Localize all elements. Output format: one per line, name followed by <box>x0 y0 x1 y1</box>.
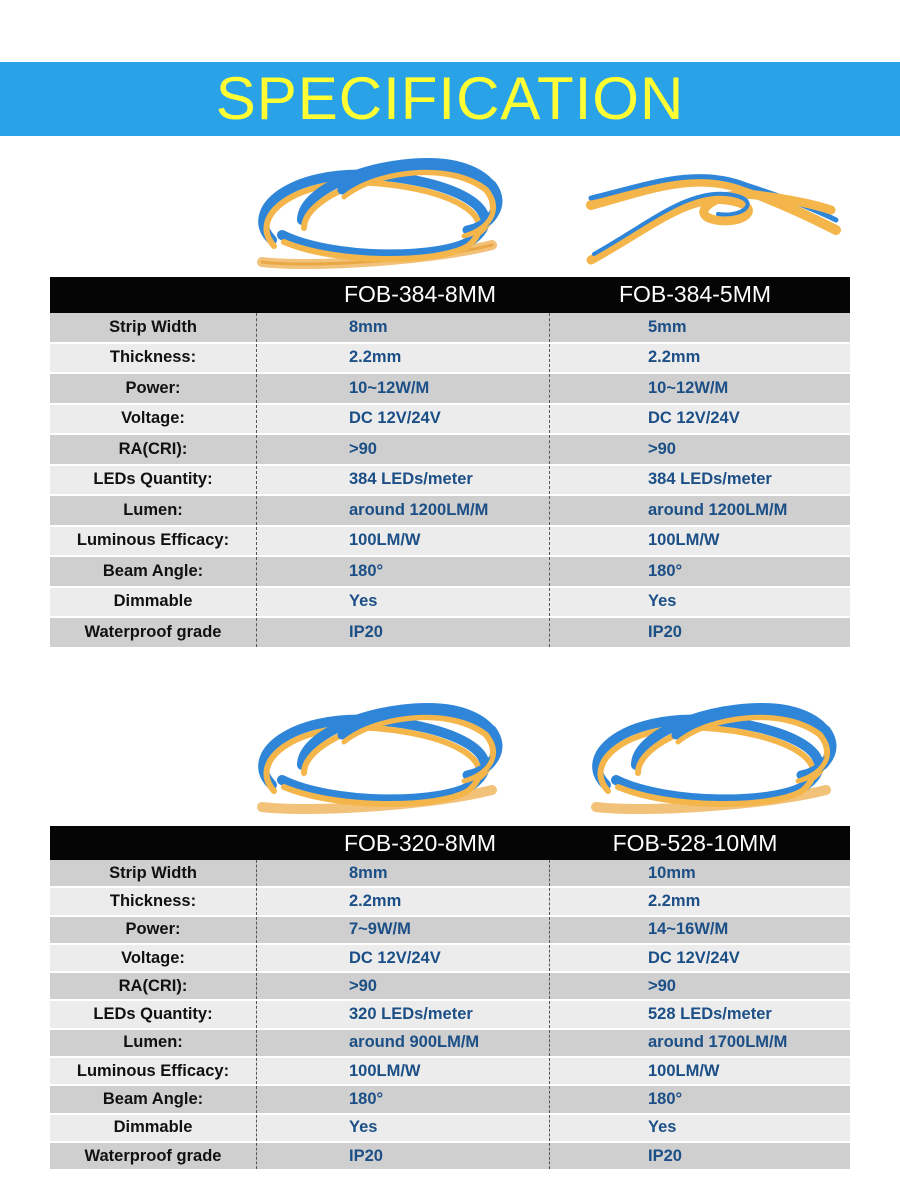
spec-value: 384 LEDs/meter <box>648 470 772 489</box>
spec-value: DC 12V/24V <box>648 409 740 428</box>
spec-value: 528 LEDs/meter <box>648 1005 772 1024</box>
table-row <box>50 618 850 649</box>
spec-value: Yes <box>257 588 550 617</box>
spec-value: IP20 <box>257 618 550 647</box>
table-row <box>50 1030 850 1058</box>
table-row <box>50 405 850 436</box>
table-row <box>50 1058 850 1086</box>
spec-value: 8mm <box>257 313 550 342</box>
spec-label: Thickness: <box>50 344 257 373</box>
spec-label: Luminous Efficacy: <box>50 527 257 556</box>
table-row <box>50 1143 850 1171</box>
spec-label: Voltage: <box>50 405 257 434</box>
spec-table-2 <box>50 826 850 1171</box>
spec-table-header <box>50 277 850 313</box>
spec-value: 180° <box>257 1086 550 1112</box>
table-row <box>50 344 850 375</box>
spec-label: Luminous Efficacy: <box>50 1058 257 1084</box>
spec-value: 10~12W/M <box>648 378 729 397</box>
table-row <box>50 917 850 945</box>
spec-value: 100LM/W <box>257 527 550 556</box>
spec-label: Waterproof grade <box>50 618 257 647</box>
table-row <box>50 527 850 558</box>
spec-label: Waterproof grade <box>50 1143 257 1169</box>
table-row <box>50 313 850 344</box>
spec-value: DC 12V/24V <box>257 405 550 434</box>
spec-label: Dimmable <box>50 588 257 617</box>
spec-value: >90 <box>257 973 550 999</box>
table-row <box>50 435 850 466</box>
spec-value: DC 12V/24V <box>648 948 740 967</box>
spec-value: Yes <box>648 592 677 611</box>
spec-label: LEDs Quantity: <box>50 466 257 495</box>
spec-value: IP20 <box>648 622 682 641</box>
spec-value: 2.2mm <box>648 348 701 367</box>
spec-label: LEDs Quantity: <box>50 1001 257 1027</box>
spec-value: Yes <box>648 1118 677 1137</box>
spec-value: 14~16W/M <box>648 920 729 939</box>
spec-value: >90 <box>648 976 676 995</box>
spec-value: 2.2mm <box>648 891 701 910</box>
table-row <box>50 1001 850 1029</box>
spec-value: IP20 <box>648 1146 682 1165</box>
spec-value: 7~9W/M <box>257 917 550 943</box>
spec-label: Strip Width <box>50 860 257 886</box>
spec-value: DC 12V/24V <box>257 945 550 971</box>
table-row <box>50 374 850 405</box>
spec-value: 100LM/W <box>648 531 720 550</box>
spec-label: Beam Angle: <box>50 1086 257 1112</box>
spec-value: 100LM/W <box>257 1058 550 1084</box>
table-row <box>50 973 850 1001</box>
spec-value: 320 LEDs/meter <box>257 1001 550 1027</box>
spec-value: around 1200LM/M <box>257 496 550 525</box>
spec-label: Lumen: <box>50 1030 257 1056</box>
model-name: FOB-528-10MM <box>612 830 778 856</box>
table-row <box>50 945 850 973</box>
spec-label: RA(CRI): <box>50 435 257 464</box>
spec-label: Lumen: <box>50 496 257 525</box>
table-row <box>50 588 850 619</box>
spec-label: Beam Angle: <box>50 557 257 586</box>
led-strip-coil-image <box>252 695 512 815</box>
spec-value: around 1200LM/M <box>648 500 788 519</box>
led-strip-coil-image <box>252 150 512 270</box>
spec-value: >90 <box>648 439 676 458</box>
table-row <box>50 888 850 916</box>
page-title: SPECIFICATION <box>215 65 685 132</box>
spec-label: RA(CRI): <box>50 973 257 999</box>
spec-value: 180° <box>648 561 683 580</box>
model-name: FOB-384-5MM <box>618 281 772 307</box>
spec-value: 384 LEDs/meter <box>257 466 550 495</box>
spec-table-header <box>50 826 850 860</box>
table-row <box>50 496 850 527</box>
led-strip-loose-image <box>586 150 846 270</box>
table-row <box>50 1115 850 1143</box>
spec-table-1 <box>50 277 850 649</box>
spec-label: Thickness: <box>50 888 257 914</box>
spec-value: 100LM/W <box>648 1061 720 1080</box>
spec-value: around 900LM/M <box>257 1030 550 1056</box>
table-row <box>50 466 850 497</box>
specification-banner <box>0 62 900 136</box>
table-row <box>50 860 850 888</box>
spec-value: 8mm <box>257 860 550 886</box>
spec-label: Power: <box>50 917 257 943</box>
spec-value: 180° <box>648 1090 683 1109</box>
spec-label: Dimmable <box>50 1115 257 1141</box>
table-row <box>50 1086 850 1114</box>
spec-label: Voltage: <box>50 945 257 971</box>
spec-value: 2.2mm <box>257 344 550 373</box>
spec-value: >90 <box>257 435 550 464</box>
spec-value: Yes <box>257 1115 550 1141</box>
spec-label: Strip Width <box>50 313 257 342</box>
spec-value: 10~12W/M <box>257 374 550 403</box>
table-row <box>50 557 850 588</box>
model-name: FOB-384-8MM <box>343 281 497 307</box>
spec-value: 10mm <box>648 863 696 882</box>
spec-value: 180° <box>257 557 550 586</box>
model-name: FOB-320-8MM <box>343 830 497 856</box>
spec-value: around 1700LM/M <box>648 1033 788 1052</box>
spec-value: IP20 <box>257 1143 550 1169</box>
led-strip-coil-image <box>586 695 846 815</box>
spec-value: 5mm <box>648 317 687 336</box>
spec-label: Power: <box>50 374 257 403</box>
spec-value: 2.2mm <box>257 888 550 914</box>
